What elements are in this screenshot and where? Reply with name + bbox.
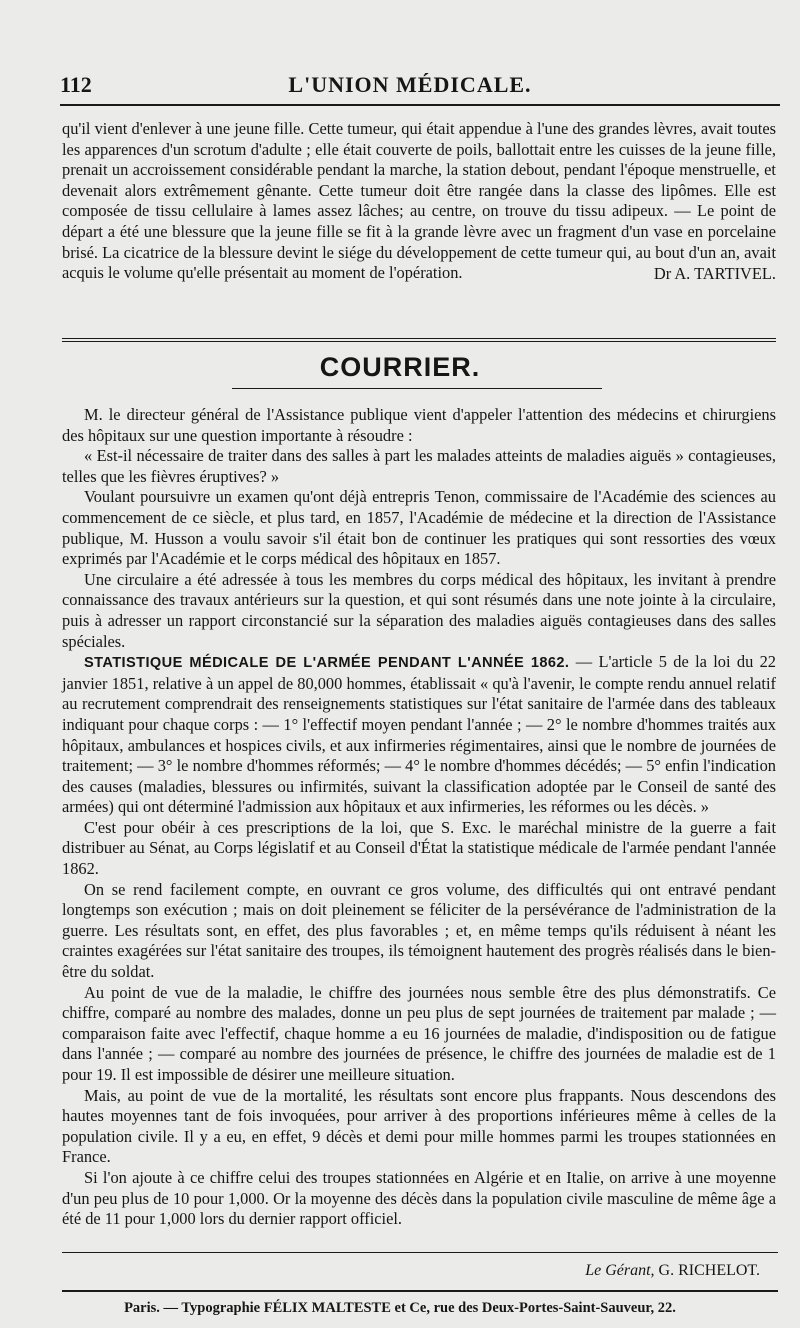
statistics-paragraph: Au point de vue de la maladie, le chiffre des journées nous semble être des plus démonstratifs. Ce chiffre, comparé au nombre des malades, donne un peu plus de sept journées de traitement par malade ; — comparaison faite avec l'effectif, chaque homme a eu 16 journées de maladie, d'indisposition ou de fatigue dans l'année ; — comparé au nombre des journées de présence, le chiffre des journées de maladie est de 1 pour 19. Il est impossible de désirer une meilleure situation. [62,982,776,1084]
courrier-quote: « Est-il nécessaire de traiter dans des salles à part les malades atteints de maladies aiguës » contagieuses, telles que les fièvres éruptives? » [62,446,776,486]
statistics-paragraph: Si l'on ajoute à ce chiffre celui des troupes stationnées en Algérie et en Italie, on arrive à une moyenne d'un peu plus de 10 pour 1,000. Or la moyenne des décès dans la population civile masculine de même âge a été de 11 pour 1,000 lors du dernier rapport officiel. [62,1167,776,1229]
page-number: 112 [60,72,92,97]
statistics-heading: STATISTIQUE MÉDICALE DE L'ARMÉE PENDANT L'ANNÉE 1862. [84,655,570,672]
section-divider [62,338,776,342]
page-header [60,72,760,102]
section-title: COURRIER. [319,352,481,382]
gerant-label: Le Gérant, [585,1262,655,1279]
footer-rule [62,1252,778,1253]
courrier-section [62,405,776,1230]
statistics-paragraph: C'est pour obéir à ces prescriptions de la loi, que S. Exc. le maréchal ministre de la guerre a fait distribuer au Sénat, au Corps législatif et au Conseil d'État la statistique médicale de l'armée pendant l'année 1862. [62,817,776,879]
courrier-paragraph: M. le directeur général de l'Assistance publique vient d'appeler l'attention des médecins et chirurgiens des hôpitaux sur une question importante à résoudre : [62,405,776,445]
running-title: L'UNION MÉDICALE. [288,72,532,97]
courrier-paragraph: Voulant poursuivre un examen qu'ont déjà entrepris Tenon, commissaire de l'Académie des sciences au commencement de ce siècle, et plus tard, en 1857, l'Académie de médecine et la direction de l'Assistance publique, M. Husson a voulu savoir s'il était bon de continuer les pratiques qui sont ressorties des vœux exprimés par l'Académie et le corps médical des hôpitaux en 1857. [62,487,776,569]
article-paragraph: qu'il vient d'enlever à une jeune fille. Cette tumeur, qui était appendue à l'une des grandes lèvres, avait toutes les apparences d'un scrotum d'adulte ; elle était couverte de poils, ballottait entre les cuisses de la jeune fille, prenait un accroissement considérable pendant la marche, la station debout, pendant l'époque menstruelle, et devenait alors extrêmement gênante. Cette tumeur doit être rangée dans la classe des lipômes. Elle est composée de tissu cellulaire à lames assez lâches; au centre, on trouve du tissu adipeux. — Le point de départ a été une blessure que la jeune fille se fit à la grande lèvre avec un fragment d'un vase en porcelaine brisé. La cicatrice de la blessure devint le siége du développement de cette tumeur qui, au bout d'un an, avait acquis le volume qu'elle présentait au moment de l'opération. [62,119,776,283]
title-underline [232,388,602,389]
gerant-name: G. RICHELOT. [658,1262,760,1279]
article-ending [62,119,776,284]
statistics-paragraph: On se rend facilement compte, en ouvrant ce gros volume, des difficultés qui ont entravé pendant longtemps son exécution ; mais on doit pleinement se féliciter de la persévérance de l'administration de la guerre. Les résultats sont, en effet, des plus favorables ; et, en même temps qu'ils réduisent à néant les craintes exagérées sur l'état sanitaire des troupes, ils témoignent hautement des progrès réalisés dans le bien-être du soldat. [62,879,776,982]
header-rule [60,104,780,106]
printer-imprint: Paris. — Typographie FÉLIX MALTESTE et Ce, rue des Deux-Portes-Saint-Sauveur, 22. [124,1300,676,1316]
gerant-line [585,1262,760,1280]
author-signature: Dr A. TARTIVEL. [653,263,776,283]
courrier-paragraph: Une circulaire a été adressée à tous les membres du corps médical des hôpitaux, les invitant à prendre connaissance des travaux antérieurs sur la question, et qui sont résumés dans une note jointe à la circulaire, puis à adresser un rapport circonstancié sur la séparation des maladies aiguës contagieuses dans des salles spéciales. [62,569,776,651]
statistics-intro: — L'article 5 de la loi du 22 janvier 1851, relative à un appel de 80,000 hommes, établissait « qu'à l'avenir, le compte rendu annuel relatif au recrutement comprendrait des renseignements statistiques sur l'état sanitaire de l'armée dans des tableaux indiquant pour chaque corps : — 1° l'effectif moyen pendant l'année ; — 2° le nombre d'hommes traités aux hôpitaux, ambulances et hospices civils, et aux infirmeries régimentaires, ainsi que le nombre de journées de traitement; — 3° le nombre d'hommes réformés; — 4° le nombre d'hommes décédés; — 5° enfin l'indication des causes (maladies, blessures ou infirmités, suivant la classification adoptée par le Conseil de santé des armées) qui ont déterminé l'admission aux hôpitaux et aux infirmeries, les réformes ou les décès. » [62,652,776,817]
statistics-paragraph [62,652,776,818]
statistics-paragraph: Mais, au point de vue de la mortalité, les résultats sont encore plus frappants. Nous descendons des hautes moyennes tant de fois invoquées, pour arriver à des proportions inférieures même à celles de la population civile. Il y a eu, en effet, 9 décès et demi pour mille hommes parmi les troupes stationnées en France. [62,1085,776,1167]
imprint-rule [62,1290,778,1292]
